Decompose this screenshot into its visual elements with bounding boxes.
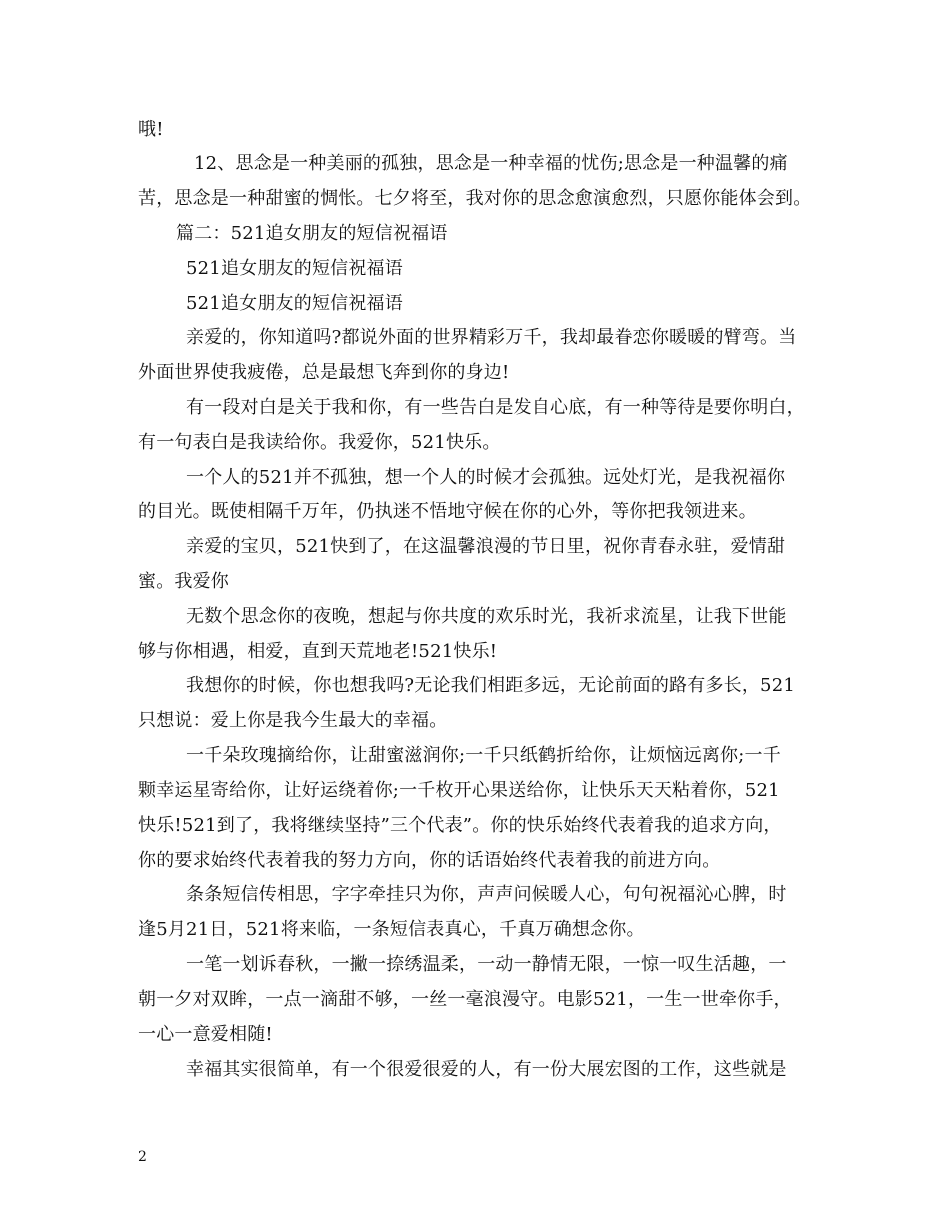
- text-line: 无数个思念你的夜晚，想起与你共度的欢乐时光，我祈求流星，让我下世能: [186, 606, 787, 627]
- text-line: 快乐!521到了，我将继续坚持”三个代表”。你的快乐始终代表着我的追求方向，: [138, 815, 782, 836]
- subheading: 521追女朋友的短信祝福语: [186, 258, 403, 279]
- text-line: 条条短信传相思，字字牵挂只为你，声声问候暖人心，句句祝福沁心脾，时: [186, 884, 787, 905]
- text-line: 亲爱的，你知道吗?都说外面的世界精彩万千，我却最眷恋你暖暖的臂弯。当: [186, 327, 797, 348]
- text-line: 颗幸运星寄给你，让好运绕着你;一千枚开心果送给你，让快乐天天粘着你，521: [138, 780, 780, 801]
- text-line: 一心一意爱相随!: [138, 1024, 273, 1045]
- text-line: 逢5月21日，521将来临，一条短信表真心，千真万确想念你。: [138, 919, 645, 940]
- text-line: 你的要求始终代表着我的努力方向，你的话语始终代表着我的前进方向。: [138, 850, 721, 871]
- text-line: 哦!: [138, 119, 164, 140]
- text-line: 只想说：爱上你是我今生最大的幸福。: [138, 710, 448, 731]
- text-line: 12、思念是一种美丽的孤独，思念是一种幸福的忧伤;思念是一种温馨的痛: [194, 153, 788, 174]
- section-heading: 篇二：521追女朋友的短信祝福语: [176, 223, 448, 244]
- text-line: 一笔一划诉春秋，一撇一捺绣温柔，一动一静情无限，一惊一叹生活趣，一: [186, 954, 787, 975]
- subheading: 521追女朋友的短信祝福语: [186, 293, 403, 314]
- text-line: 我想你的时候，你也想我吗?无论我们相距多远，无论前面的路有多长，521: [186, 675, 796, 696]
- text-line: 的目光。既使相隔千万年，仍执迷不悟地守候在你的心外，等你把我领进来。: [138, 501, 757, 522]
- text-line: 亲爱的宝贝，521快到了，在这温馨浪漫的节日里，祝你青春永驻，爱情甜: [186, 536, 786, 557]
- text-line: 一个人的521并不孤独，想一个人的时候才会孤独。远处灯光，是我祝福你: [186, 467, 786, 488]
- text-line: 有一句表白是我读给你。我爱你，521快乐。: [138, 432, 501, 453]
- text-line: 蜜。我爱你: [138, 571, 229, 592]
- text-line: 外面世界使我疲倦，总是最想飞奔到你的身边!: [138, 362, 510, 383]
- text-line: 有一段对白是关于我和你，有一些告白是发自心底，有一种等待是要你明白，: [186, 397, 805, 418]
- text-line: 朝一夕对双眸，一点一滴甜不够，一丝一毫浪漫守。电影521，一生一世牵你手，: [138, 989, 792, 1010]
- text-line: 苦，思念是一种甜蜜的惆怅。七夕将至，我对你的思念愈演愈烈，只愿你能体会到。: [138, 188, 812, 209]
- text-line: 够与你相遇，相爱，直到天荒地老!521快乐!: [138, 641, 498, 662]
- text-line: 幸福其实很简单，有一个很爱很爱的人，有一份大展宏图的工作，这些就是: [186, 1059, 787, 1080]
- page-number: 2: [138, 1149, 147, 1165]
- text-line: 一千朵玫瑰摘给你，让甜蜜滋润你;一千只纸鹤折给你，让烦恼远离你;一千: [186, 745, 781, 766]
